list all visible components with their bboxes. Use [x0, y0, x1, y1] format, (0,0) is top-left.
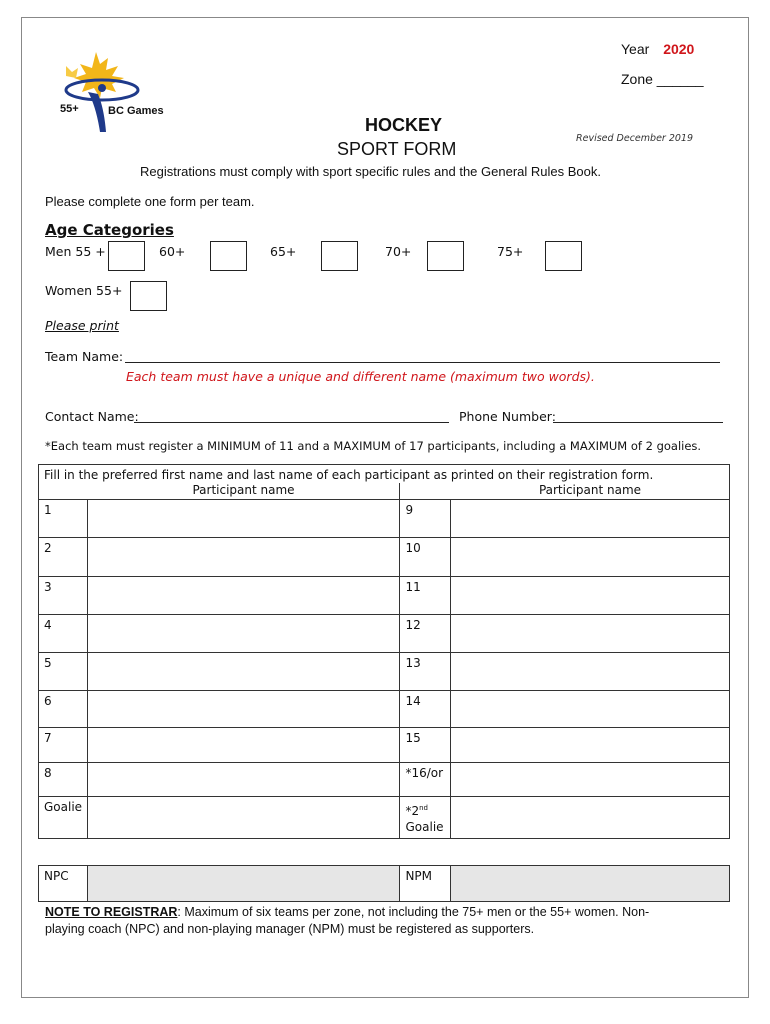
- table-row: [39, 728, 730, 763]
- participant-name-cell[interactable]: [451, 691, 730, 728]
- second-goalie-label: Goalie: [405, 820, 444, 834]
- npm-label: NPM: [400, 866, 451, 902]
- year-label: Year: [621, 41, 650, 57]
- participant-name-cell[interactable]: [451, 728, 730, 763]
- men-75-checkbox[interactable]: [545, 241, 582, 271]
- form-title: SPORT FORM: [337, 139, 457, 159]
- row-number: 1: [39, 500, 88, 538]
- roster-instruction-row: [39, 465, 730, 483]
- men-65-checkbox[interactable]: [321, 241, 358, 271]
- participant-name-cell[interactable]: [451, 615, 730, 653]
- please-print-text: Please print: [45, 318, 119, 333]
- participant-name-cell[interactable]: [451, 763, 730, 797]
- phone-number-input[interactable]: [553, 410, 723, 423]
- second-goalie-marker: *2: [405, 804, 420, 818]
- second-goalie-sup: nd: [419, 804, 429, 812]
- team-name-note: Each team must have a unique and different name (maximum two words).: [126, 369, 595, 384]
- row-number: 10: [400, 538, 451, 577]
- contact-name-input[interactable]: [134, 410, 449, 423]
- comply-text: Registrations must comply with sport specific rules and the General Rules Book.: [140, 164, 601, 179]
- row-number: 2: [39, 538, 88, 577]
- participant-name-cell[interactable]: [88, 728, 400, 763]
- logo-text-55: 55+: [60, 103, 79, 115]
- maple-leaf-shape: [74, 52, 124, 98]
- participant-name-cell[interactable]: [88, 500, 400, 538]
- figure-head: [98, 84, 106, 92]
- supporters-row: [39, 866, 730, 902]
- year-value: 2020: [663, 41, 695, 57]
- supporters-table: [38, 865, 730, 902]
- revised-date: Revised December 2019: [576, 133, 694, 144]
- figure-shape: [88, 92, 106, 132]
- cat-60-label: 60+: [159, 244, 186, 259]
- participant-name-cell[interactable]: [88, 797, 400, 839]
- men-label: Men 55 +: [45, 244, 106, 259]
- participant-name-cell[interactable]: [451, 577, 730, 615]
- sport-title: HOCKEY: [365, 115, 443, 135]
- team-name-label: Team Name:: [45, 349, 124, 364]
- row-number: 3: [39, 577, 88, 615]
- table-row: [39, 653, 730, 691]
- row-number: 14: [400, 691, 451, 728]
- roster-instruction: Fill in the preferred first name and last name of each participant as printed on their registration form.: [44, 468, 654, 482]
- phone-number-label: Phone Number:: [459, 409, 556, 424]
- row-number: 9: [400, 500, 451, 538]
- one-form-text: Please complete one form per team.: [45, 194, 255, 209]
- table-row: [39, 691, 730, 728]
- table-row: [39, 797, 730, 839]
- cat-75-label: 75+: [497, 244, 524, 259]
- contact-name-label: Contact Name:: [45, 409, 139, 424]
- registrar-note-heading: NOTE TO REGISTRAR: [45, 905, 178, 919]
- participant-name-cell[interactable]: [451, 797, 730, 839]
- participant-name-cell[interactable]: [88, 653, 400, 691]
- participant-name-cell[interactable]: [88, 691, 400, 728]
- row-number: 8: [39, 763, 88, 797]
- participant-name-cell[interactable]: [451, 653, 730, 691]
- row-number: 12: [400, 615, 451, 653]
- team-name-input[interactable]: [125, 350, 720, 363]
- participants-rule: *Each team must register a MINIMUM of 11 and a MAXIMUM of 17 participants, including a MAXIMUM of 2 goalies.: [45, 439, 702, 453]
- row-number: 15: [400, 728, 451, 763]
- men-70-checkbox[interactable]: [427, 241, 464, 271]
- bc-games-logo: [52, 48, 172, 134]
- participant-name-cell[interactable]: [88, 763, 400, 797]
- registrar-note: [45, 904, 649, 938]
- row-number: 11: [400, 577, 451, 615]
- table-row: [39, 615, 730, 653]
- row-number: *16/or: [400, 763, 451, 797]
- year-field[interactable]: [621, 41, 694, 57]
- participant-name-cell[interactable]: [88, 577, 400, 615]
- table-row: [39, 577, 730, 615]
- registrar-note-line-1: : Maximum of six teams per zone, not including the 75+ men or the 55+ women. Non-: [177, 905, 650, 919]
- row-number: Goalie: [39, 797, 88, 839]
- age-categories-heading: Age Categories: [45, 221, 174, 239]
- roster-header-row: [39, 483, 730, 500]
- participant-name-cell[interactable]: [88, 538, 400, 577]
- row-number: 5: [39, 653, 88, 691]
- logo-text-bc-games: BC Games: [108, 105, 164, 117]
- maple-leaf-accent: [66, 66, 78, 78]
- participant-name-cell[interactable]: [451, 500, 730, 538]
- men-60-checkbox[interactable]: [210, 241, 247, 271]
- table-row: [39, 538, 730, 577]
- cat-70-label: 70+: [385, 244, 412, 259]
- men-55-checkbox[interactable]: [108, 241, 145, 271]
- participant-name-header-right: Participant name: [538, 482, 642, 497]
- participant-name-header-left: Participant name: [192, 482, 295, 497]
- row-number: 6: [39, 691, 88, 728]
- women-55-checkbox[interactable]: [130, 281, 167, 311]
- row-number: 7: [39, 728, 88, 763]
- table-row: [39, 763, 730, 797]
- women-label: Women 55+: [45, 283, 123, 298]
- npc-name-cell[interactable]: [87, 866, 399, 902]
- registrar-note-line-2: playing coach (NPC) and non-playing manager (NPM) must be registered as supporters.: [45, 922, 535, 936]
- npm-name-cell[interactable]: [451, 866, 730, 902]
- row-number: 4: [39, 615, 88, 653]
- row-number: 13: [400, 653, 451, 691]
- participant-name-cell[interactable]: [451, 538, 730, 577]
- table-row: [39, 500, 730, 538]
- npc-label: NPC: [39, 866, 88, 902]
- roster-table: [38, 464, 730, 839]
- row-number-goalie: [400, 797, 451, 839]
- cat-65-label: 65+: [270, 244, 297, 259]
- participant-name-cell[interactable]: [88, 615, 400, 653]
- zone-field[interactable]: Zone ______: [621, 71, 704, 87]
